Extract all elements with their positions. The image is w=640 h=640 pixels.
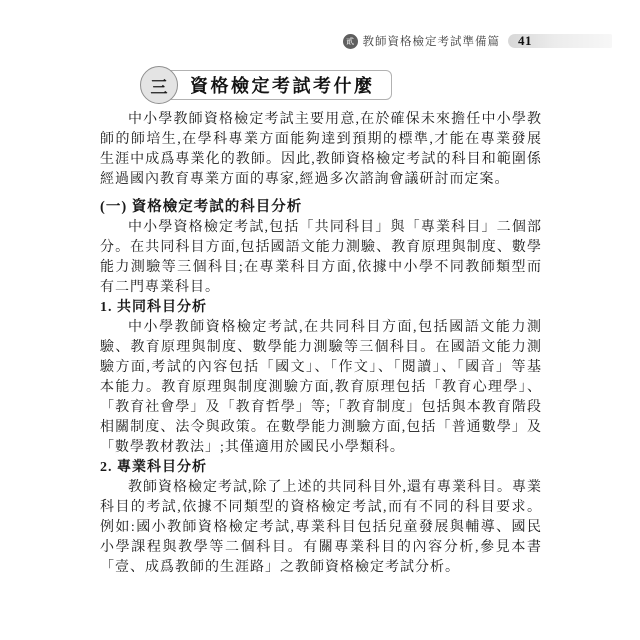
section-number-circle: 三 [140,66,178,104]
subsection-heading: (一) 資格檢定考試的科目分析 [100,199,303,215]
item-2-paragraph: 教師資格檢定考試,除了上述的共同科目外,還有專業科目。專業科目的考試,依據不同類型的資格檢定考試,而有不同的科目要求。例如:國小教師資格檢定考試,專業科目包括兒童發展與輔導、國民小學課程與教學等二個科目。有關專業科目的內容分析,參見本書「壹、成爲教師的生涯路」之教師資格檢定考試分析。 [100,480,542,575]
page-number-bar [508,34,612,48]
body-text [100,110,542,578]
item-1-heading: 1. 共同科目分析 [100,300,207,315]
page-number: 41 [518,33,532,48]
running-header [343,33,613,49]
subsection-paragraph: 中小學資格檢定考試,包括「共同科目」與「專業科目」二個部分。在共同科目方面,包括國語文能力測驗、教育原理與制度、數學能力測驗等三個科目;在專業科目方面,依據中小學不同教師類型而有二門專業科目。 [100,220,542,295]
part-number-badge-icon: 貳 [343,34,358,49]
section-title [140,65,392,105]
running-head-title: 教師資格檢定考試準備篇 [362,36,500,48]
intro-paragraph: 中小學教師資格檢定考試主要用意,在於確保未來擔任中小學教師的師培生,在學科專業方面能夠達到預期的標準,才能在專業發展生涯中成爲專業化的教師。因此,教師資格檢定考試的科目和範圍係經過國內教育專業方面的專家,經過多次諮詢會議研討而定案。 [100,112,542,187]
item-2-heading: 2. 專業科目分析 [100,460,207,475]
section-title-text: 資格檢定考試考什麼 [165,70,392,100]
item-1-paragraph: 中小學教師資格檢定考試,在共同科目方面,包括國語文能力測驗、教育原理與制度、數學能力測驗等三個科目。在國語文能力測驗方面,考試的內容包括「國文」、「作文」、「閱讀」、「國音」等基本能力。教育原理與制度測驗方面,教育原理包括「教育心理學」、「教育社會學」及「教育哲學」等;「教育制度」包括與本教育階段相關制度、法令與政策。在數學能力測驗方面,包括「普通數學」及「數學教材教法」;其僅適用於國民小學類科。 [100,320,542,455]
